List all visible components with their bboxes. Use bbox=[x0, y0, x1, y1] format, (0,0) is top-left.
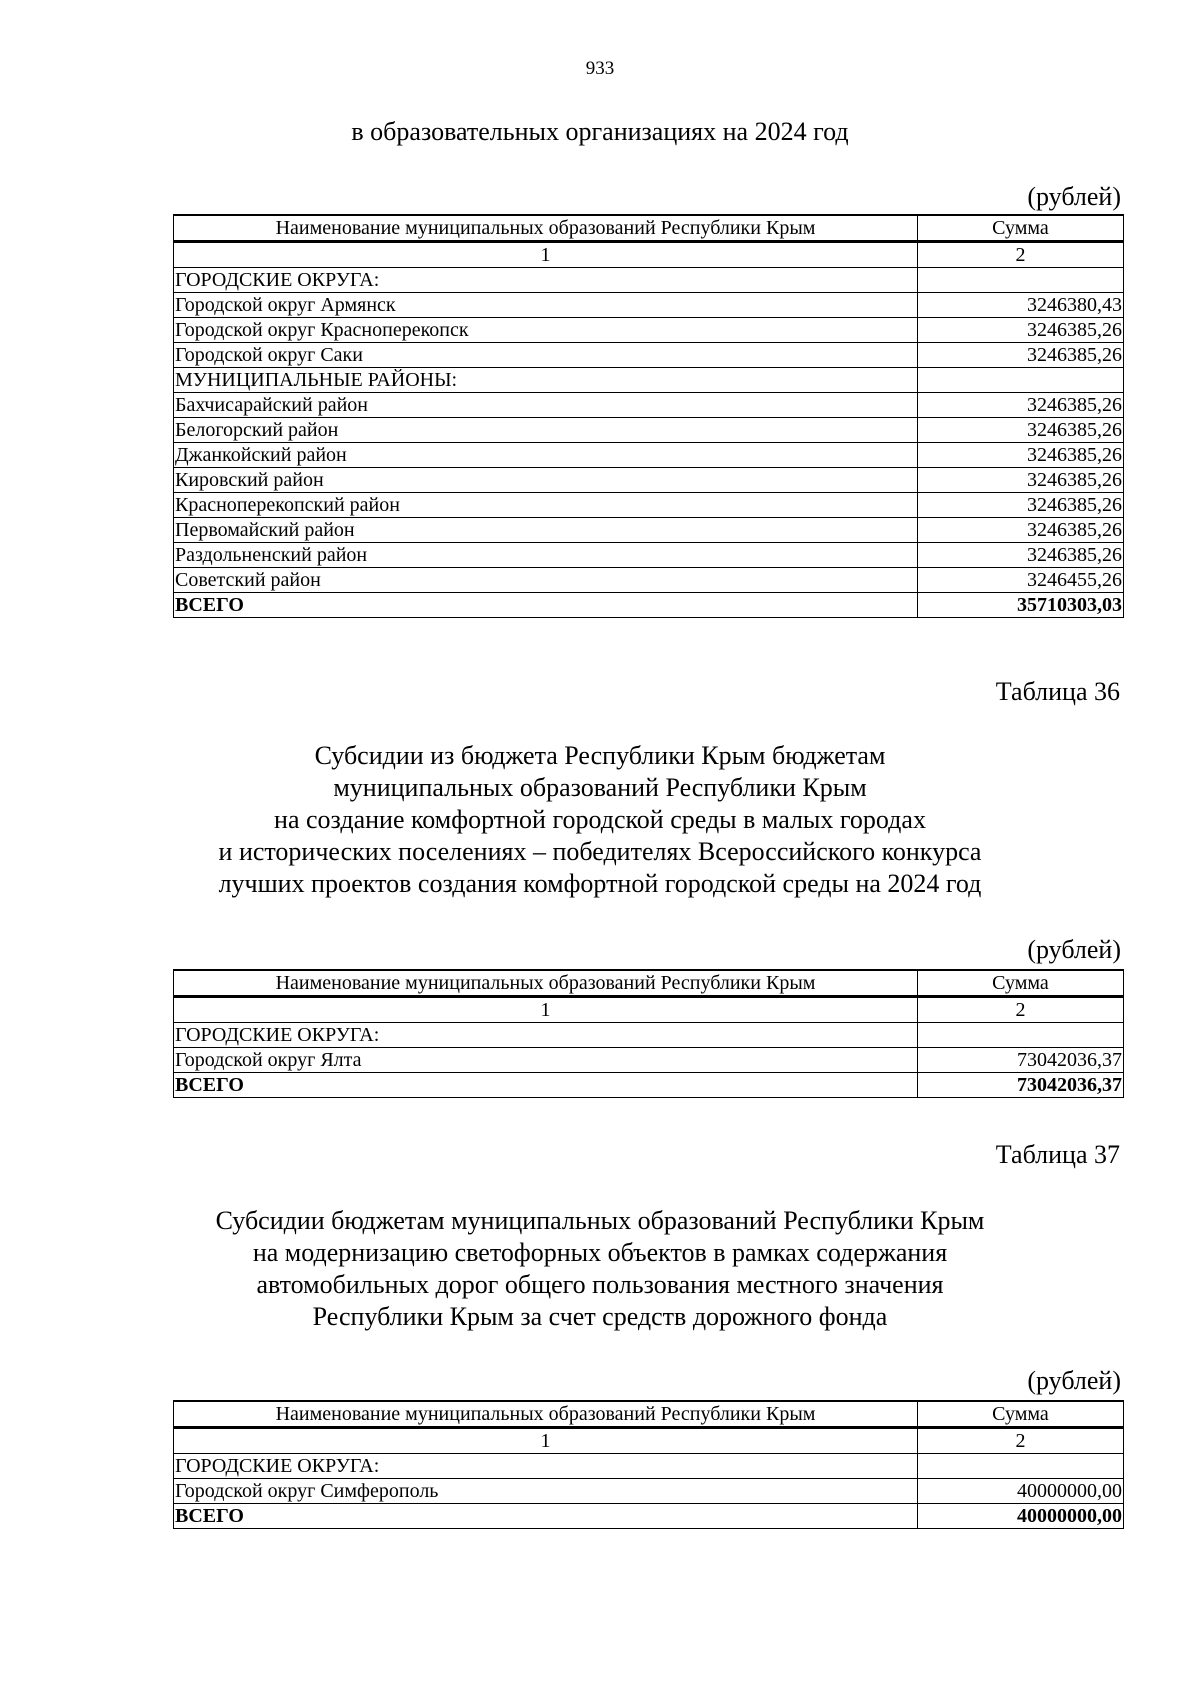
column-number: 2 bbox=[918, 242, 1124, 268]
table-total-row bbox=[174, 593, 1124, 618]
column-number-row bbox=[174, 1428, 1124, 1454]
table-row bbox=[174, 368, 1124, 393]
row-amount bbox=[918, 368, 1124, 393]
row-name: ГОРОДСКИЕ ОКРУГА: bbox=[174, 1454, 918, 1479]
row-amount: 3246385,26 bbox=[918, 418, 1124, 443]
section1-title bbox=[0, 116, 1200, 148]
table-row bbox=[174, 393, 1124, 418]
total-amount: 73042036,37 bbox=[918, 1073, 1124, 1098]
row-name: Раздольненский район bbox=[174, 543, 918, 568]
row-name: Кировский район bbox=[174, 468, 918, 493]
total-amount: 35710303,03 bbox=[918, 593, 1124, 618]
row-name: Красноперекопский район bbox=[174, 493, 918, 518]
row-amount: 3246385,26 bbox=[918, 343, 1124, 368]
header-name: Наименование муниципальных образований Республики Крым bbox=[174, 215, 918, 242]
row-name: Городской округ Ялта bbox=[174, 1048, 918, 1073]
table-row bbox=[174, 518, 1124, 543]
section2-title bbox=[0, 740, 1200, 900]
section1-unit-label: (рублей) bbox=[1027, 182, 1121, 211]
row-amount: 3246385,26 bbox=[918, 543, 1124, 568]
header-amount: Сумма bbox=[918, 1401, 1124, 1428]
row-name: Городской округ Симферополь bbox=[174, 1479, 918, 1504]
row-name: Городской округ Армянск bbox=[174, 293, 918, 318]
section2-table-label: Таблица 36 bbox=[995, 677, 1120, 706]
title-line: на создание комфортной городской среды в малых городах bbox=[274, 805, 926, 834]
section3-table bbox=[173, 1400, 1124, 1529]
title-line: Субсидии из бюджета Республики Крым бюджетам bbox=[314, 741, 886, 770]
row-amount: 3246455,26 bbox=[918, 568, 1124, 593]
total-label: ВСЕГО bbox=[174, 593, 918, 618]
total-amount: 40000000,00 bbox=[918, 1504, 1124, 1529]
row-amount: 3246380,43 bbox=[918, 293, 1124, 318]
row-amount: 40000000,00 bbox=[918, 1479, 1124, 1504]
total-label: ВСЕГО bbox=[174, 1504, 918, 1529]
page-number: 933 bbox=[585, 58, 615, 79]
table-row bbox=[174, 293, 1124, 318]
table-row bbox=[174, 418, 1124, 443]
table-row bbox=[174, 493, 1124, 518]
row-name: Городской округ Красноперекопск bbox=[174, 318, 918, 343]
title-line: лучших проектов создания комфортной городской среды на 2024 год bbox=[218, 869, 982, 898]
table-row bbox=[174, 318, 1124, 343]
row-amount: 3246385,26 bbox=[918, 493, 1124, 518]
section3-title bbox=[0, 1205, 1200, 1333]
section3-table-label: Таблица 37 bbox=[995, 1140, 1120, 1169]
row-amount: 73042036,37 bbox=[918, 1048, 1124, 1073]
table-header-row bbox=[174, 215, 1124, 242]
section3-unit-label: (рублей) bbox=[1027, 1366, 1121, 1395]
column-number-row bbox=[174, 242, 1124, 268]
total-label: ВСЕГО bbox=[174, 1073, 918, 1098]
title-line: Субсидии бюджетам муниципальных образований Республики Крым bbox=[215, 1206, 985, 1235]
table-total-row bbox=[174, 1073, 1124, 1098]
table-header-row bbox=[174, 1401, 1124, 1428]
column-number-row bbox=[174, 997, 1124, 1023]
row-name: МУНИЦИПАЛЬНЫЕ РАЙОНЫ: bbox=[174, 368, 918, 393]
row-name: Советский район bbox=[174, 568, 918, 593]
section2-table bbox=[173, 969, 1124, 1098]
row-amount: 3246385,26 bbox=[918, 518, 1124, 543]
row-amount: 3246385,26 bbox=[918, 318, 1124, 343]
section1-table bbox=[173, 214, 1124, 618]
header-name: Наименование муниципальных образований Республики Крым bbox=[174, 1401, 918, 1428]
table-row bbox=[174, 468, 1124, 493]
column-number: 1 bbox=[174, 997, 918, 1023]
table-row bbox=[174, 1454, 1124, 1479]
table-row bbox=[174, 1023, 1124, 1048]
header-name: Наименование муниципальных образований Республики Крым bbox=[174, 970, 918, 997]
row-name: Белогорский район bbox=[174, 418, 918, 443]
row-name: Бахчисарайский район bbox=[174, 393, 918, 418]
row-amount: 3246385,26 bbox=[918, 393, 1124, 418]
row-name: ГОРОДСКИЕ ОКРУГА: bbox=[174, 268, 918, 293]
header-amount: Сумма bbox=[918, 970, 1124, 997]
table-row bbox=[174, 568, 1124, 593]
table-row bbox=[174, 343, 1124, 368]
table-row bbox=[174, 268, 1124, 293]
table-row bbox=[174, 443, 1124, 468]
table-row bbox=[174, 543, 1124, 568]
table-header-row bbox=[174, 970, 1124, 997]
title-line: Республики Крым за счет средств дорожного фонда bbox=[312, 1302, 888, 1331]
header-amount: Сумма bbox=[918, 215, 1124, 242]
title-line: на модернизацию светофорных объектов в рамках содержания bbox=[252, 1238, 948, 1267]
table-row bbox=[174, 1479, 1124, 1504]
section2-unit-label: (рублей) bbox=[1027, 935, 1121, 964]
row-amount: 3246385,26 bbox=[918, 468, 1124, 493]
row-name: Первомайский район bbox=[174, 518, 918, 543]
row-name: Городской округ Саки bbox=[174, 343, 918, 368]
row-name: Джанкойский район bbox=[174, 443, 918, 468]
title-line: муниципальных образований Республики Крым bbox=[333, 773, 867, 802]
row-amount bbox=[918, 1454, 1124, 1479]
column-number: 1 bbox=[174, 1428, 918, 1454]
column-number: 2 bbox=[918, 1428, 1124, 1454]
row-amount: 3246385,26 bbox=[918, 443, 1124, 468]
title-line: и исторических поселениях – победителях Всероссийского конкурса bbox=[218, 837, 982, 866]
column-number: 2 bbox=[918, 997, 1124, 1023]
table-total-row bbox=[174, 1504, 1124, 1529]
title-line: в образовательных организациях на 2024 год bbox=[351, 117, 849, 146]
row-amount bbox=[918, 1023, 1124, 1048]
column-number: 1 bbox=[174, 242, 918, 268]
row-amount bbox=[918, 268, 1124, 293]
row-name: ГОРОДСКИЕ ОКРУГА: bbox=[174, 1023, 918, 1048]
title-line: автомобильных дорог общего пользования местного значения bbox=[256, 1270, 944, 1299]
table-row bbox=[174, 1048, 1124, 1073]
